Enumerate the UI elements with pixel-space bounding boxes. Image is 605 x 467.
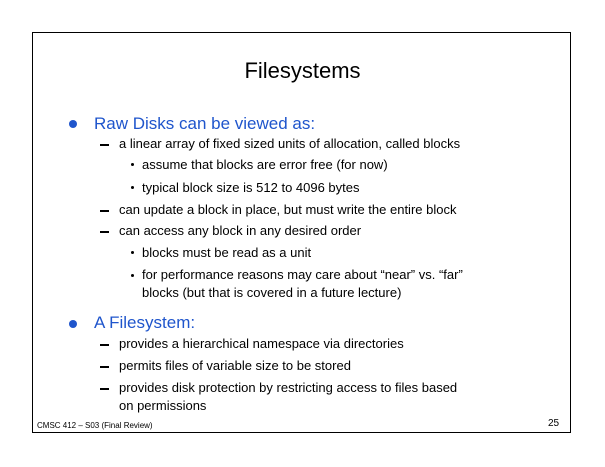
bullet-dot-icon [69,320,77,328]
page-number: 25 [548,418,560,429]
sub-sub-bullet-error-free: assume that blocks are error free (for now) [142,157,388,172]
dash-icon [100,144,109,146]
slide-title: Filesystems [244,58,361,83]
small-bullet-icon [131,251,134,254]
bullet-a-filesystem: A Filesystem: [94,313,196,332]
sub-bullet-protection-cont: on permissions [119,398,207,413]
footer-course: CMSC 412 – S03 (Final Review) [37,421,153,430]
sub-bullet-variable-size: permits files of variable size to be stored [119,358,351,373]
sub-bullet-linear-array: a linear array of fixed sized units of allocation, called blocks [119,136,461,151]
sub-sub-bullet-block-size: typical block size is 512 to 4096 bytes [142,180,360,195]
dash-icon [100,388,109,390]
bullet-dot-icon [69,120,77,128]
small-bullet-icon [131,163,134,166]
sub-bullet-access-order: can access any block in any desired order [119,223,362,238]
sub-bullet-update-in-place: can update a block in place, but must write the entire block [119,202,457,217]
sub-sub-bullet-performance: for performance reasons may care about “near” vs. “far” [142,267,463,282]
small-bullet-icon [131,186,134,189]
small-bullet-icon [131,274,134,277]
dash-icon [100,210,109,212]
dash-icon [100,231,109,233]
sub-sub-bullet-read-as-unit: blocks must be read as a unit [142,245,312,260]
dash-icon [100,366,109,368]
sub-sub-bullet-performance-cont: blocks (but that is covered in a future lecture) [142,285,402,300]
sub-bullet-namespace: provides a hierarchical namespace via directories [119,336,404,351]
bullet-raw-disks: Raw Disks can be viewed as: [94,114,316,133]
dash-icon [100,344,109,346]
sub-bullet-protection: provides disk protection by restricting access to files based [119,380,458,395]
